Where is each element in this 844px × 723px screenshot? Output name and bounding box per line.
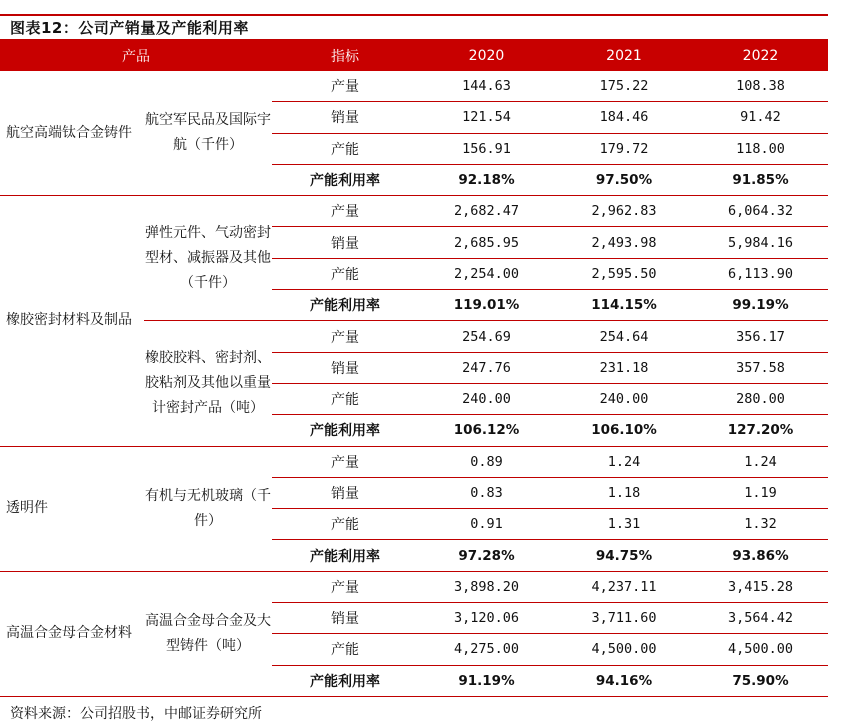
value-2022: 5,984.16 xyxy=(693,227,828,258)
product-subcategory: 有机与无机玻璃（千件） xyxy=(144,446,272,571)
table-row xyxy=(0,196,828,227)
value-2020: 121.54 xyxy=(418,102,555,133)
metric-cell: 产能利用率 xyxy=(272,164,418,195)
metric-cell: 产量 xyxy=(272,446,418,477)
metric-cell: 产能利用率 xyxy=(272,415,418,446)
value-2020: 97.28% xyxy=(418,540,555,571)
product-subcategory: 弹性元件、气动密封型材、减振器及其他（千件） xyxy=(144,196,272,321)
metric-cell: 销量 xyxy=(272,603,418,634)
value-2021: 2,595.50 xyxy=(555,258,693,289)
source-note: 资料来源：公司招股书，中邮证券研究所 xyxy=(10,706,262,722)
value-2020: 156.91 xyxy=(418,133,555,164)
value-2021: 240.00 xyxy=(555,383,693,414)
value-2022: 99.19% xyxy=(693,290,828,321)
product-category: 透明件 xyxy=(0,446,144,571)
value-2022: 357.58 xyxy=(693,352,828,383)
value-2021: 184.46 xyxy=(555,102,693,133)
value-2022: 4,500.00 xyxy=(693,634,828,665)
value-2020: 2,685.95 xyxy=(418,227,555,258)
metric-cell: 产能利用率 xyxy=(272,290,418,321)
value-2022: 1.24 xyxy=(693,446,828,477)
metric-cell: 产能 xyxy=(272,133,418,164)
product-category: 高温合金母合金材料 xyxy=(0,571,144,696)
value-2021: 4,500.00 xyxy=(555,634,693,665)
product-category: 橡胶密封材料及制品 xyxy=(0,196,144,446)
header-2021: 2021 xyxy=(555,40,693,71)
value-2021: 94.16% xyxy=(555,665,693,696)
value-2020: 247.76 xyxy=(418,352,555,383)
value-2021: 2,493.98 xyxy=(555,227,693,258)
value-2021: 2,962.83 xyxy=(555,196,693,227)
value-2021: 106.10% xyxy=(555,415,693,446)
value-2021: 1.18 xyxy=(555,477,693,508)
header-2020: 2020 xyxy=(418,40,555,71)
value-2021: 97.50% xyxy=(555,164,693,195)
product-subcategory: 橡胶胶料、密封剂、胶粘剂及其他以重量计密封产品（吨） xyxy=(144,321,272,446)
header-metric: 指标 xyxy=(272,40,418,71)
value-2022: 356.17 xyxy=(693,321,828,352)
value-2020: 4,275.00 xyxy=(418,634,555,665)
value-2020: 2,254.00 xyxy=(418,258,555,289)
value-2021: 231.18 xyxy=(555,352,693,383)
table-body xyxy=(0,71,828,696)
table-row xyxy=(0,571,828,602)
value-2022: 118.00 xyxy=(693,133,828,164)
value-2022: 1.19 xyxy=(693,477,828,508)
value-2020: 91.19% xyxy=(418,665,555,696)
metric-cell: 产量 xyxy=(272,571,418,602)
value-2020: 106.12% xyxy=(418,415,555,446)
metric-cell: 销量 xyxy=(272,102,418,133)
value-2021: 175.22 xyxy=(555,71,693,102)
value-2020: 0.83 xyxy=(418,477,555,508)
value-2020: 92.18% xyxy=(418,164,555,195)
header-2022: 2022 xyxy=(693,40,828,71)
value-2020: 3,898.20 xyxy=(418,571,555,602)
value-2020: 119.01% xyxy=(418,290,555,321)
value-2021: 114.15% xyxy=(555,290,693,321)
value-2020: 0.89 xyxy=(418,446,555,477)
production-capacity-table xyxy=(0,40,828,697)
metric-cell: 销量 xyxy=(272,227,418,258)
value-2020: 2,682.47 xyxy=(418,196,555,227)
value-2020: 0.91 xyxy=(418,509,555,540)
value-2022: 3,564.42 xyxy=(693,603,828,634)
product-subcategory: 航空军民品及国际宇航（千件） xyxy=(144,71,272,196)
value-2020: 254.69 xyxy=(418,321,555,352)
metric-cell: 产能 xyxy=(272,383,418,414)
value-2022: 127.20% xyxy=(693,415,828,446)
value-2021: 1.31 xyxy=(555,509,693,540)
value-2022: 108.38 xyxy=(693,71,828,102)
metric-cell: 产能 xyxy=(272,509,418,540)
metric-cell: 产能 xyxy=(272,258,418,289)
value-2021: 94.75% xyxy=(555,540,693,571)
value-2022: 6,064.32 xyxy=(693,196,828,227)
value-2021: 179.72 xyxy=(555,133,693,164)
table-row xyxy=(0,71,828,102)
table-header-row xyxy=(0,40,828,71)
value-2022: 3,415.28 xyxy=(693,571,828,602)
value-2022: 93.86% xyxy=(693,540,828,571)
table-row xyxy=(0,446,828,477)
value-2022: 91.85% xyxy=(693,164,828,195)
figure-title: 图表12：公司产销量及产能利用率 xyxy=(10,19,249,37)
value-2022: 75.90% xyxy=(693,665,828,696)
value-2022: 91.42 xyxy=(693,102,828,133)
product-subcategory: 高温合金母合金及大型铸件（吨） xyxy=(144,571,272,696)
value-2020: 144.63 xyxy=(418,71,555,102)
metric-cell: 产能利用率 xyxy=(272,665,418,696)
metric-cell: 产量 xyxy=(272,71,418,102)
top-rule xyxy=(0,14,828,16)
value-2021: 1.24 xyxy=(555,446,693,477)
metric-cell: 产量 xyxy=(272,321,418,352)
value-2021: 4,237.11 xyxy=(555,571,693,602)
value-2022: 280.00 xyxy=(693,383,828,414)
value-2021: 3,711.60 xyxy=(555,603,693,634)
value-2020: 240.00 xyxy=(418,383,555,414)
metric-cell: 产能利用率 xyxy=(272,540,418,571)
value-2022: 1.32 xyxy=(693,509,828,540)
header-product: 产品 xyxy=(0,40,272,71)
product-category: 航空高端钛合金铸件 xyxy=(0,71,144,196)
value-2021: 254.64 xyxy=(555,321,693,352)
metric-cell: 产能 xyxy=(272,634,418,665)
value-2022: 6,113.90 xyxy=(693,258,828,289)
metric-cell: 产量 xyxy=(272,196,418,227)
metric-cell: 销量 xyxy=(272,352,418,383)
value-2020: 3,120.06 xyxy=(418,603,555,634)
metric-cell: 销量 xyxy=(272,477,418,508)
